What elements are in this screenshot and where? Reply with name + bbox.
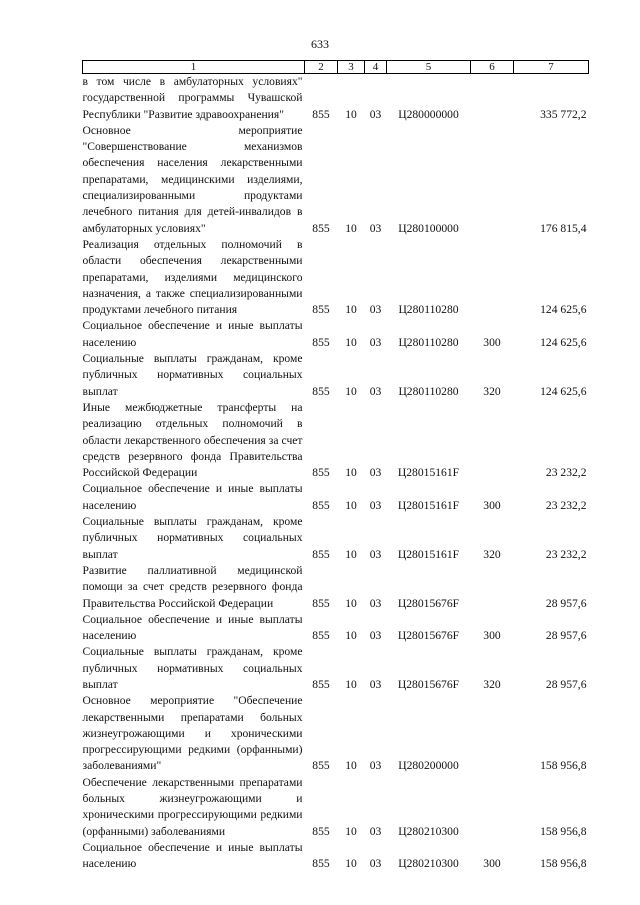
table-row [83,400,589,481]
row-section-code: 10 [345,107,357,121]
col-header-1: 1 [83,61,305,74]
row-amount: 176 815,4 [540,221,587,235]
table-row [83,775,589,840]
row-name: Основное мероприятие "Обеспечение лекарственными препаратами больных жизнеугрожающими и хроническими прогрессирующими редкими (орфанными) заболеваниями" [82,694,303,773]
table-row [83,318,589,351]
row-ministry-code: 855 [312,335,330,349]
row-expense-type [471,74,514,123]
table-row [83,840,589,873]
row-target-article: Ц280110280 [398,303,459,317]
row-expense-type: 320 [483,384,501,398]
row-target-article: Ц280210300 [398,824,459,838]
row-target-article: Ц28015161F [397,547,460,561]
row-ministry-code: 855 [312,629,330,643]
row-name: Развитие паллиативной медицинской помощи за счет средств резервного фонда Правительства Российской Федерации [82,563,303,610]
row-expense-type: 320 [483,547,501,561]
row-section-code: 10 [345,498,357,512]
row-expense-type [471,775,514,840]
row-amount: 124 625,6 [540,384,587,398]
row-expense-type: 300 [483,629,501,643]
table-row [83,351,589,400]
col-header-7: 7 [514,61,589,74]
row-amount: 124 625,6 [540,335,587,349]
row-target-article: Ц28015161F [397,498,460,512]
row-section-code: 10 [345,384,357,398]
row-expense-type [471,693,514,774]
row-name: в том числе в амбулаторных условиях" государственной программы Чувашской Республики "Развитие здравоохранения" [82,75,303,121]
table-row [83,237,589,318]
row-target-article: Ц280000000 [398,107,459,121]
row-expense-type: 300 [483,498,501,512]
row-name: Иные межбюджетные трансферты на реализацию отдельных полномочий в области лекарственного обеспечения за счет средств резервного фонда Правительства Российской Федерации [82,400,303,480]
row-name: Социальные выплаты гражданам, кроме публичных нормативных социальных выплат [82,645,303,691]
table-row [83,74,589,123]
row-subsection-code: 03 [369,498,382,512]
row-target-article: Ц28015676F [397,677,460,691]
row-amount: 158 956,8 [540,824,587,838]
row-name: Социальные выплаты гражданам, кроме публичных нормативных социальных выплат [82,352,303,398]
row-target-article: Ц280100000 [398,221,459,235]
row-ministry-code: 855 [312,596,330,610]
row-section-code: 10 [345,466,357,480]
row-subsection-code: 03 [369,677,382,691]
page-number: 633 [311,37,329,51]
row-subsection-code: 03 [369,466,382,480]
row-name: Социальные выплаты гражданам, кроме публичных нормативных социальных выплат [82,515,303,561]
row-amount: 23 232,2 [545,466,587,480]
row-subsection-code: 03 [369,629,382,643]
col-header-2: 2 [305,61,338,74]
row-amount: 23 232,2 [545,498,587,512]
row-name: Обеспечение лекарственными препаратами больных жизнеугрожающими и хроническими прогрессирующими редкими (орфанными) заболеваниями [82,775,303,838]
row-ministry-code: 855 [312,303,330,317]
row-section-code: 10 [345,596,357,610]
row-name: Социальное обеспечение и иные выплаты населению [82,482,303,512]
row-ministry-code: 855 [312,759,330,773]
table-row [83,693,589,774]
row-target-article: Ц28015161F [397,466,460,480]
row-section-code: 10 [345,629,357,643]
row-expense-type: 300 [483,857,501,871]
row-ministry-code: 855 [312,677,330,691]
table-row [83,612,589,645]
row-section-code: 10 [345,857,357,871]
row-name: Реализация отдельных полномочий в области обеспечения лекарственными препаратами, изделиями медицинского назначения, а также специализированными продуктами лечебного питания [82,237,303,317]
row-name: Социальное обеспечение и иные выплаты населению [82,319,303,349]
row-amount: 124 625,6 [540,303,587,317]
col-header-5: 5 [387,61,471,74]
row-amount: 158 956,8 [540,857,587,871]
row-section-code: 10 [345,547,357,561]
row-expense-type: 300 [483,335,501,349]
row-ministry-code: 855 [312,384,330,398]
row-subsection-code: 03 [369,221,382,235]
row-target-article: Ц280210300 [398,857,459,871]
row-amount: 158 956,8 [540,759,587,773]
row-target-article: Ц280200000 [398,759,459,773]
row-subsection-code: 03 [369,857,382,871]
row-expense-type: 320 [483,677,501,691]
row-ministry-code: 855 [312,466,330,480]
table-row [83,644,589,693]
row-ministry-code: 855 [312,498,330,512]
row-expense-type [471,563,514,612]
row-section-code: 10 [345,221,357,235]
row-ministry-code: 855 [312,857,330,871]
row-subsection-code: 03 [369,303,382,317]
row-ministry-code: 855 [312,547,330,561]
row-section-code: 10 [345,824,357,838]
row-amount: 28 957,6 [545,629,587,643]
row-amount: 28 957,6 [545,677,587,691]
row-subsection-code: 03 [369,547,382,561]
table-row [83,514,589,563]
row-name: Социальное обеспечение и иные выплаты населению [82,612,303,643]
row-subsection-code: 03 [369,759,382,773]
row-target-article: Ц28015676F [397,629,460,643]
row-subsection-code: 03 [369,335,382,349]
row-expense-type [471,400,514,481]
row-ministry-code: 855 [312,824,330,838]
row-name: Основное мероприятие "Совершенствование механизмов обеспечения населения лекарственными препаратами, медицинскими изделиями, специализированными продуктами лечебного питания для детей-инвалидов в амбулаторных условиях" [82,123,303,235]
row-section-code: 10 [345,759,357,773]
row-section-code: 10 [345,303,357,317]
row-ministry-code: 855 [312,107,330,121]
row-amount: 23 232,2 [545,547,587,561]
row-subsection-code: 03 [369,596,382,610]
row-subsection-code: 03 [369,384,382,398]
row-amount: 28 957,6 [545,596,587,610]
table-row [83,481,589,514]
row-ministry-code: 855 [312,221,330,235]
row-amount: 335 772,2 [540,107,587,121]
col-header-4: 4 [365,61,387,74]
col-header-6: 6 [471,61,514,74]
row-target-article: Ц28015676F [397,596,460,610]
row-target-article: Ц280110280 [398,384,459,398]
row-target-article: Ц280110280 [398,335,459,349]
row-expense-type [471,123,514,237]
row-section-code: 10 [345,677,357,691]
row-expense-type [471,237,514,318]
row-section-code: 10 [345,335,357,349]
row-name: Социальное обеспечение и иные выплаты населению [82,840,303,871]
budget-table [82,60,589,873]
row-subsection-code: 03 [369,107,382,121]
header-row [83,61,589,74]
table-row [83,563,589,612]
table-row [83,123,589,237]
row-subsection-code: 03 [369,824,382,838]
col-header-3: 3 [338,61,365,74]
